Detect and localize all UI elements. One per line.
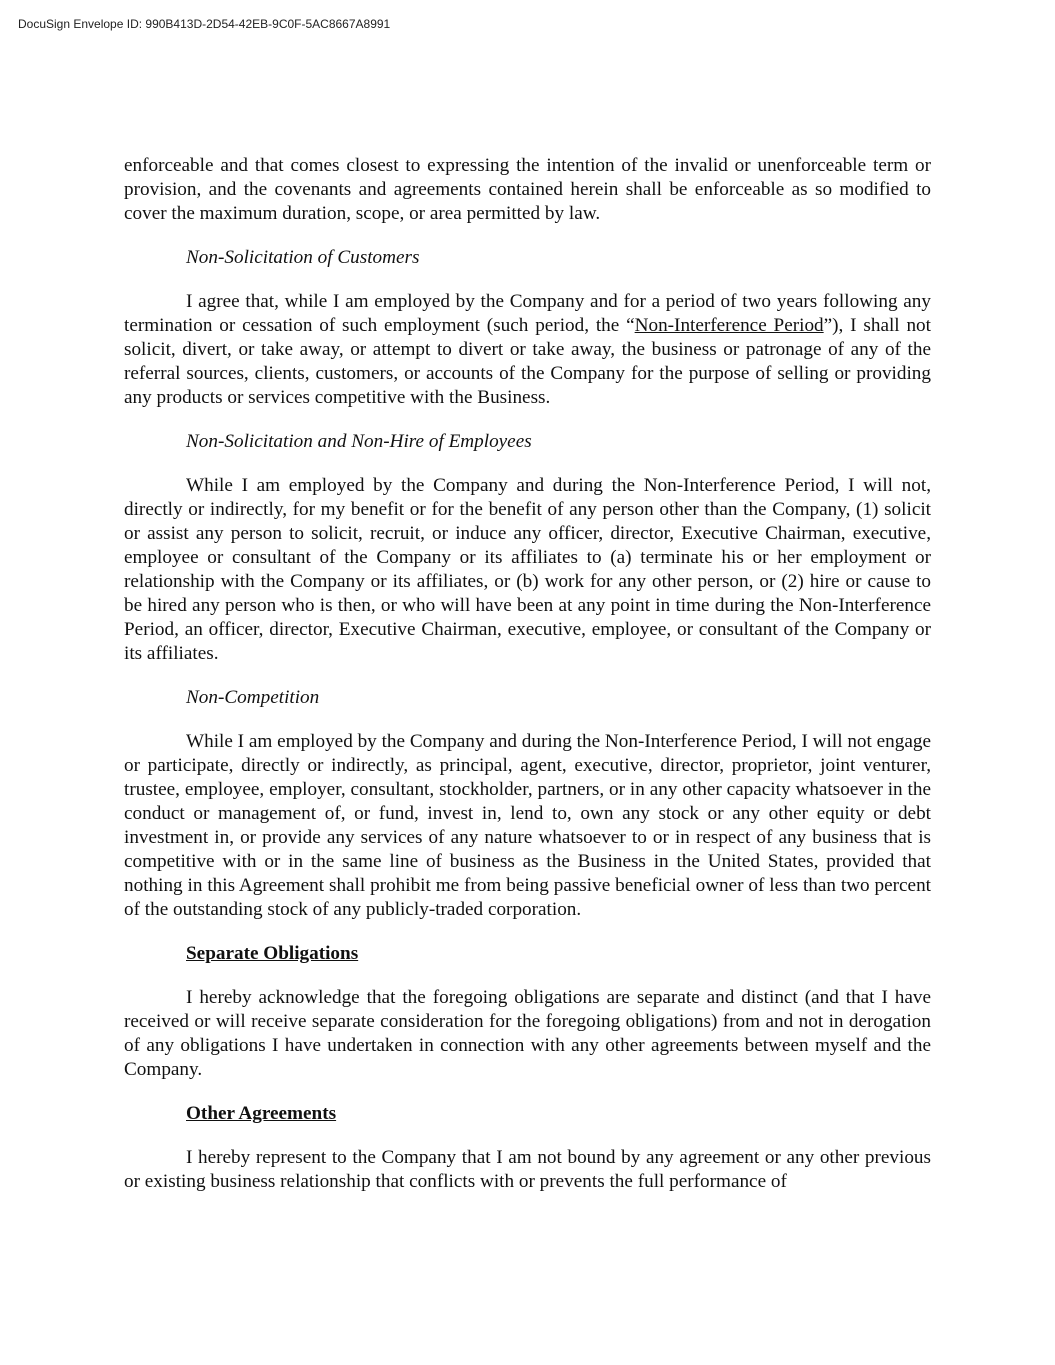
document-body bbox=[124, 154, 931, 1214]
heading-separate-obligations: Separate Obligations bbox=[186, 943, 359, 964]
heading-non-solicitation-customers: Non-Solicitation of Customers bbox=[186, 247, 420, 268]
paragraph-non-competition: While I am employed by the Company and during the Non-Interference Period, I will not engage or participate, directly or indirectly, as principal, agent, executive, director, proprietor, joint venturer, trustee, employee, employer, consultant, stockholder, partners, or in any other capacity whatsoever in the conduct or management of, or fund, invest in, lend to, own any stock or any other equity or debt investment in, or provide any services of any nature whatsoever to or in respect of any business that is competitive with or in the same line of business as the Business in the United States, provided that nothing in this Agreement shall prohibit me from being passive beneficial owner of less than two percent of the outstanding stock of any publicly-traded corporation. bbox=[124, 731, 931, 920]
paragraph-other-agreements: I hereby represent to the Company that I am not bound by any agreement or any other previous or existing business relationship that conflicts with or prevents the full performance of bbox=[124, 1147, 931, 1192]
intro-paragraph: enforceable and that comes closest to expressing the intention of the invalid or unenforceable term or provision, and the covenants and agreements contained herein shall be enforceable as so modified to cover the maximum duration, scope, or area permitted by law. bbox=[124, 155, 931, 224]
paragraph-non-solicitation-employees: While I am employed by the Company and during the Non-Interference Period, I will not, directly or indirectly, for my benefit or for the benefit of any person other than the Company, (1) solicit or assist any person to solicit, recruit, or induce any officer, director, Executive Chairman, executive, employee or consultant of the Company or its affiliates to (a) terminate his or her employment or relationship with the Company or its affiliates, or (b) work for any other person, or (2) hire or cause to be hired any person who is then, or who will have been at any point in time during the Non-Interference Period, an officer, director, Executive Chairman, executive, employee, or consultant of the Company or its affiliates. bbox=[124, 475, 931, 664]
defined-term-non-interference-period: Non-Interference Period bbox=[634, 315, 824, 336]
heading-non-competition: Non-Competition bbox=[186, 687, 320, 708]
heading-other-agreements: Other Agreements bbox=[186, 1103, 337, 1124]
heading-non-solicitation-employees: Non-Solicitation and Non-Hire of Employees bbox=[186, 431, 532, 452]
customers-text-after: ”), I shall not solicit, divert, or take away, or attempt to divert or take away, the business or patronage of any of the referral sources, clients, customers, or accounts of the Company for the purpose of selling or providing any products or services competitive with the Business. bbox=[124, 315, 931, 408]
paragraph-separate-obligations: I hereby acknowledge that the foregoing obligations are separate and distinct (and that I have received or will receive separate consideration for the foregoing obligations) from and not in derogation of any obligations I have undertaken in connection with any other agreements between myself and the Company. bbox=[124, 987, 931, 1080]
paragraph-non-solicitation-customers bbox=[124, 290, 931, 410]
docusign-envelope-id: DocuSign Envelope ID: 990B413D-2D54-42EB-9C0F-5AC8667A8991 bbox=[18, 17, 391, 31]
customers-text-before: I agree that, while I am employed by the Company and for a period of two years following any termination or cessation of such employment (such period, the “ bbox=[124, 291, 931, 336]
